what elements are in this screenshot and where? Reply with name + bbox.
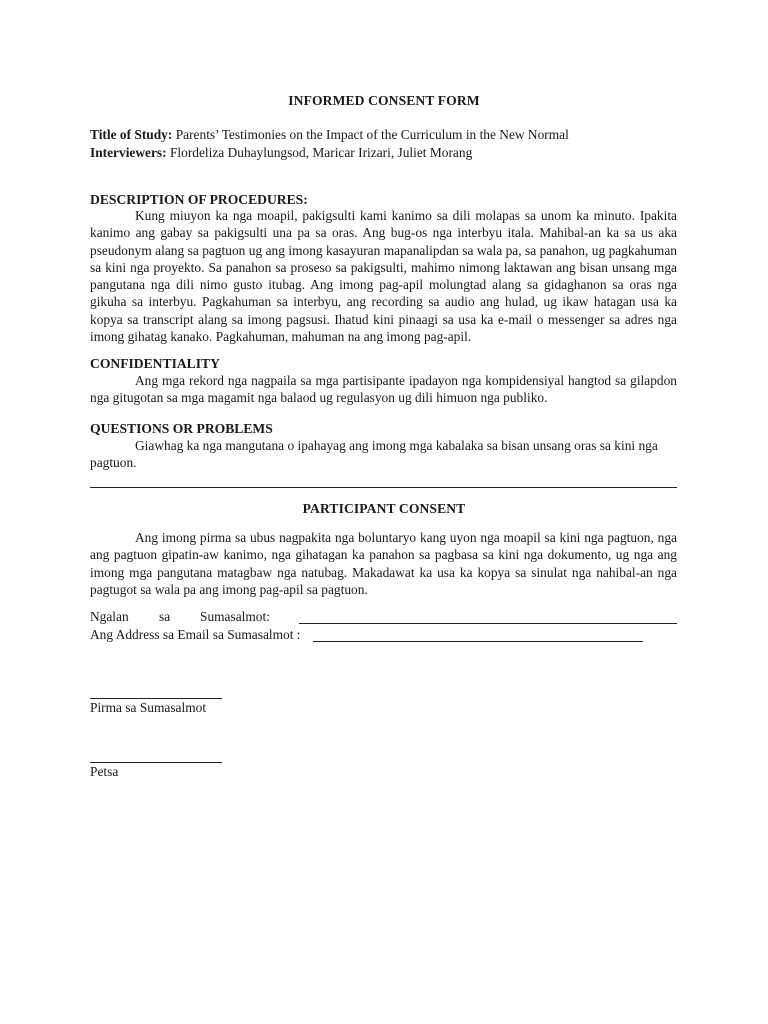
name-label-word-2: sa <box>159 609 171 624</box>
consent-body: Ang imong pirma sa ubus nagpakita nga boluntaryo kang uyon nga moapil sa kini nga pagtuon, nga ang pagtuon gipatin-aw kanimo, nga gihatagan ka panahon sa pagbasa sa kini nga dokumento, ug nga ang imong mga pangutana matagbaw nga natubag. Makadawat ka usa ka kopya sa sinulat nga nahibal-an nga pagtugot sa wala pa ang imong pag-apil sa pagtuon. <box>90 530 677 597</box>
name-label-word-3: Sumasalmot: <box>200 609 270 624</box>
participant-name-line[interactable] <box>299 623 677 624</box>
participant-name-field <box>90 609 677 627</box>
title-of-study-label: Title of Study: <box>90 127 173 142</box>
participant-email-line[interactable] <box>313 641 643 642</box>
title-of-study-line <box>90 126 569 144</box>
interviewers-line <box>90 144 569 162</box>
procedures-heading: DESCRIPTION OF PROCEDURES: <box>90 192 308 207</box>
email-address-label: Ang Address sa Email sa Sumasalmot : <box>90 627 301 642</box>
questions-body: Giawhag ka nga mangutana o ipahayag ang imong mga kabalaka sa bisan unsang oras sa kini nga pagtuon. <box>90 438 658 471</box>
title-of-study-value: Parents’ Testimonies on the Impact of the Curriculum in the New Normal <box>175 127 569 142</box>
section-divider <box>90 487 677 488</box>
confidentiality-body: Ang mga rekord nga nagpaila sa mga partisipante ipadayon nga kompidensiyal hangtod sa gilapdon nga gitugotan sa mga magamit nga balaod ug regulasyon ug dili himuon nga publiko. <box>90 373 677 406</box>
document-title: INFORMED CONSENT FORM <box>288 93 480 108</box>
questions-heading: QUESTIONS OR PROBLEMS <box>90 421 273 436</box>
signature-label: Pirma sa Sumasalmot <box>90 700 207 715</box>
date-label: Petsa <box>90 764 119 779</box>
interviewers-value: Flordeliza Duhaylungsod, Maricar Irizari, Juliet Morang <box>169 144 473 160</box>
interviewers-label: Interviewers: <box>90 144 167 160</box>
signature-line[interactable] <box>90 698 222 699</box>
confidentiality-heading: CONFIDENTIALITY <box>90 356 220 371</box>
consent-heading: PARTICIPANT CONSENT <box>302 501 466 516</box>
date-line[interactable] <box>90 762 222 763</box>
participant-email-field <box>90 627 677 645</box>
procedures-body: Kung miuyon ka nga moapil, pakigsulti kami kanimo sa dili molapas sa unom ka minuto. Ipakita kanimo ang gabay sa pakigsulti una pa sa oras. Ang bug-os nga interbyu itala. Mahibal-an ka sa us aka pseudonym alang sa pagtuon ug ang imong kasayuran mapanalipdan sa wala pa, sa panahon, ug pagkahuman sa kini nga proyekto. Sa panahon sa proseso sa pakigsulti, mahimo nimong laktawan ang bisan unsang mga pangutana nga dili nimo gusto itubag. Ang imong pag-apil molungtad alang sa gidaghanon sa oras nga gikuha sa interbyu. Pagkahuman sa interbyu, ang recording sa audio ang hulad, ug ikaw hatagan usa ka kopya sa transcript alang sa imong pagsusi. Ihatud kini pinaagi sa usa ka e-mail o messenger sa adres nga imong gihatag kanako. Pagkahuman, mahuman na ang imong pag-apil. <box>90 208 677 345</box>
study-meta <box>90 126 569 161</box>
name-label-word-1: Ngalan <box>90 609 129 624</box>
